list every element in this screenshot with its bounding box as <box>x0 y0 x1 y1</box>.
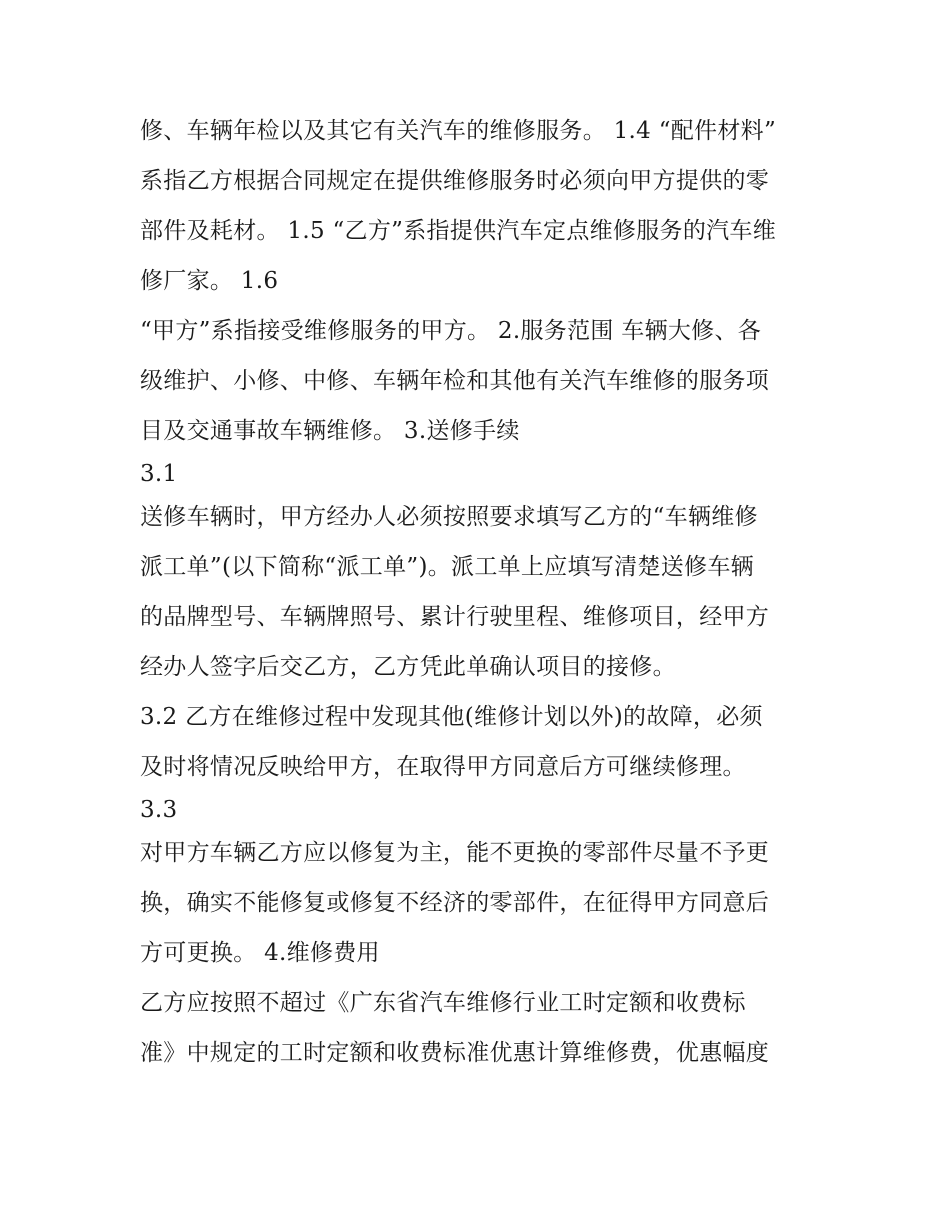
text-line: 经办人签字后交乙方，乙方凭此单确认项目的接修。 <box>140 654 676 680</box>
text-line: 方可更换。 4.维修费用 <box>140 940 380 966</box>
text-line: 系指乙方根据合同规定在提供维修服务时必须向甲方提供的零 <box>140 168 770 194</box>
text-line: 换，确实不能修复或修复不经济的零部件，在征得甲方同意后 <box>140 890 770 916</box>
text-line: 乙方应按照不超过《广东省汽车维修行业工时定额和收费标 <box>140 990 746 1016</box>
text-line: “甲方”系指接受维修服务的甲方。 2.服务范围 车辆大修、各 <box>140 318 762 344</box>
text-line: 级维护、小修、中修、车辆年检和其他有关汽车维修的服务项 <box>140 368 770 394</box>
text-line: 3.1 <box>140 461 178 487</box>
text-line: 送修车辆时，甲方经办人必须按照要求填写乙方的“车辆维修 <box>140 504 758 530</box>
text-line: 及时将情况反映给甲方，在取得甲方同意后方可继续修理。 <box>140 754 746 780</box>
text-line: 目及交通事故车辆维修。 3.送修手续 <box>140 418 520 444</box>
text-line: 对甲方车辆乙方应以修复为主，能不更换的零部件尽量不予更 <box>140 840 770 866</box>
text-line: 3.2 乙方在维修过程中发现其他(维修计划以外)的故障，必须 <box>140 704 763 730</box>
document-body <box>140 106 820 1078</box>
text-line: 修、车辆年检以及其它有关汽车的维修服务。 1.4 “配件材料” <box>140 118 777 144</box>
text-line: 准》中规定的工时定额和收费标准优惠计算维修费，优惠幅度 <box>140 1040 770 1066</box>
text-line: 部件及耗材。 1.5 “乙方”系指提供汽车定点维修服务的汽车维 <box>140 218 777 244</box>
text-line: 派工单”(以下简称“派工单”)。派工单上应填写清楚送修车辆 <box>140 554 754 580</box>
text-line: 的品牌型号、车辆牌照号、累计行驶里程、维修项目，经甲方 <box>140 604 770 630</box>
text-line: 3.3 <box>140 797 178 823</box>
text-line: 修厂家。 1.6 <box>140 268 279 294</box>
